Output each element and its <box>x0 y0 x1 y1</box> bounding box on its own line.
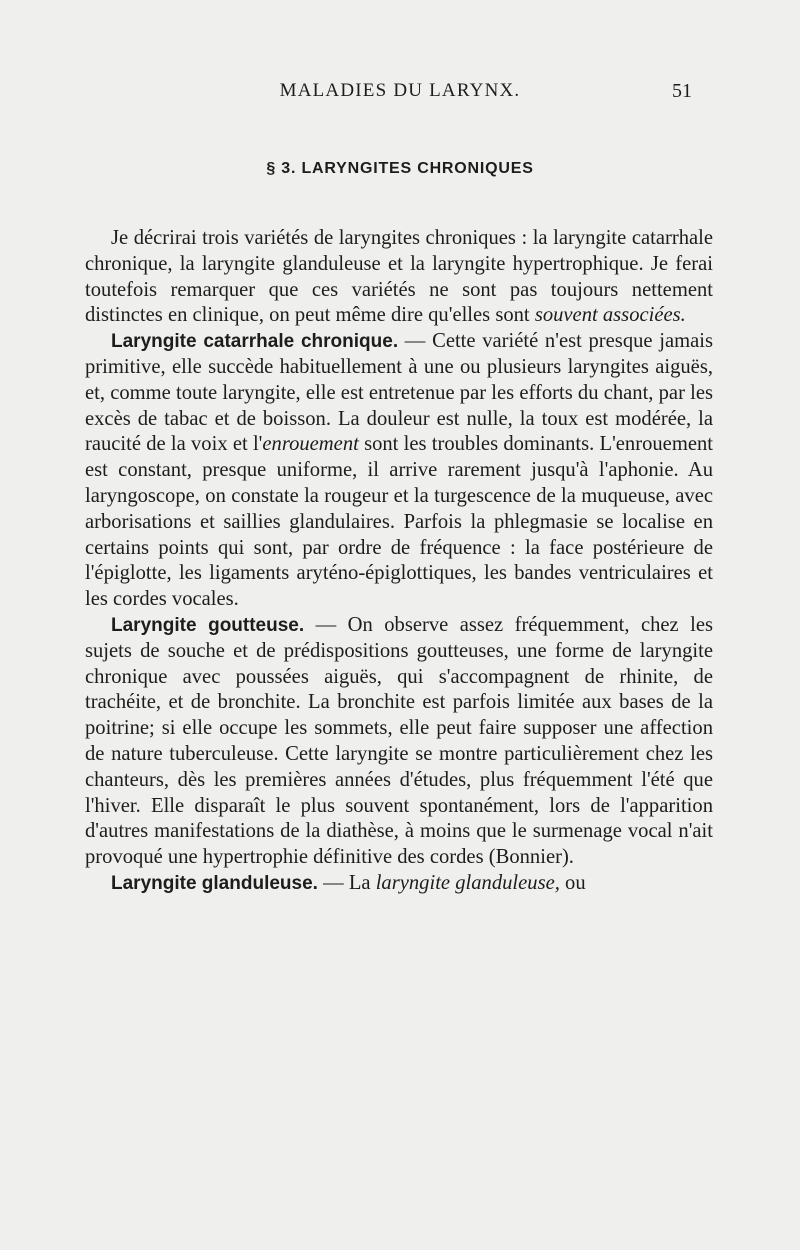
paragraph-text: — Cette variété n'est presque jamais primitive, elle succède habituellement à une ou plusieurs laryngites aiguës, et, comme toute laryngite, elle est entretenue par les efforts du chant, par les excès de tabac et de boisson. La douleur est nulle, la toux est modérée, la raucité de la voix et l' <box>85 330 713 456</box>
running-head <box>0 80 800 106</box>
paragraph-emphasis: souvent associées. <box>534 304 686 327</box>
paragraph-catarrhale <box>85 329 713 613</box>
paragraph-text: — La <box>317 871 376 894</box>
paragraph-emphasis: laryngite glanduleuse, <box>375 871 560 894</box>
paragraph-goutteuse <box>85 613 713 871</box>
paragraph-text: Je décrirai trois variétés de laryngites chroniques : la laryngite catarrhale chronique, la laryngite glanduleuse et la laryngite hypertrophique. Je ferai toutefois remarquer que ces variétés ne sont pas toujours nettement distinctes en clinique, on peut même dire qu'elles sont <box>85 227 713 327</box>
paragraph-emphasis: enrouement <box>262 433 359 456</box>
run-in-heading: Laryngite glanduleuse. <box>111 872 318 894</box>
paragraph-text: sont les troubles dominants. L'enrouement est constant, presque uniforme, il arrive rarement jusqu'à l'aphonie. Au laryngoscope, on constate la rougeur et la turgescence de la muqueuse, avec arborisations et saillies glandulaires. Parfois la phlegmasie se localise en certains points qui sont, par ordre de fréquence : la face postérieure de l'épiglotte, les ligaments aryténo-épiglottiques, les bandes ventriculaires et les cordes vocales. <box>85 433 714 611</box>
paragraph-text: ou <box>559 871 586 894</box>
page-number: 51 <box>672 80 692 102</box>
paragraph-text: — On observe assez fréquemment, chez les sujets de souche et de prédispositions goutteuses, une forme de laryngite chronique avec poussées aiguës, qui s'accompagnent de rhinite, de trachéite, et de bronchite. La bronchite est parfois limitée aux bases de la poitrine; si elle occupe les sommets, elle peut faire supposer une affection de nature tuberculeuse. Cette laryngite se montre particulièrement chez les chanteurs, dès les premières années d'études, plus fréquemment l'été que l'hiver. Elle disparaît le plus souvent spontanément, lors de l'apparition d'autres manifestations de la diathèse, à moins que le surmenage vocal n'ait provoqué une hypertrophie définitive des cordes (Bonnier). <box>85 613 714 869</box>
running-title: MALADIES DU LARYNX. <box>279 80 521 101</box>
body-text <box>85 226 713 897</box>
run-in-heading: Laryngite goutteuse. <box>111 614 305 636</box>
paragraph-glanduleuse <box>85 871 713 897</box>
run-in-heading: Laryngite catarrhale chronique. <box>111 331 399 353</box>
paragraph-intro <box>85 226 713 329</box>
section-heading: § 3. LARYNGITES CHRONIQUES <box>266 160 534 177</box>
